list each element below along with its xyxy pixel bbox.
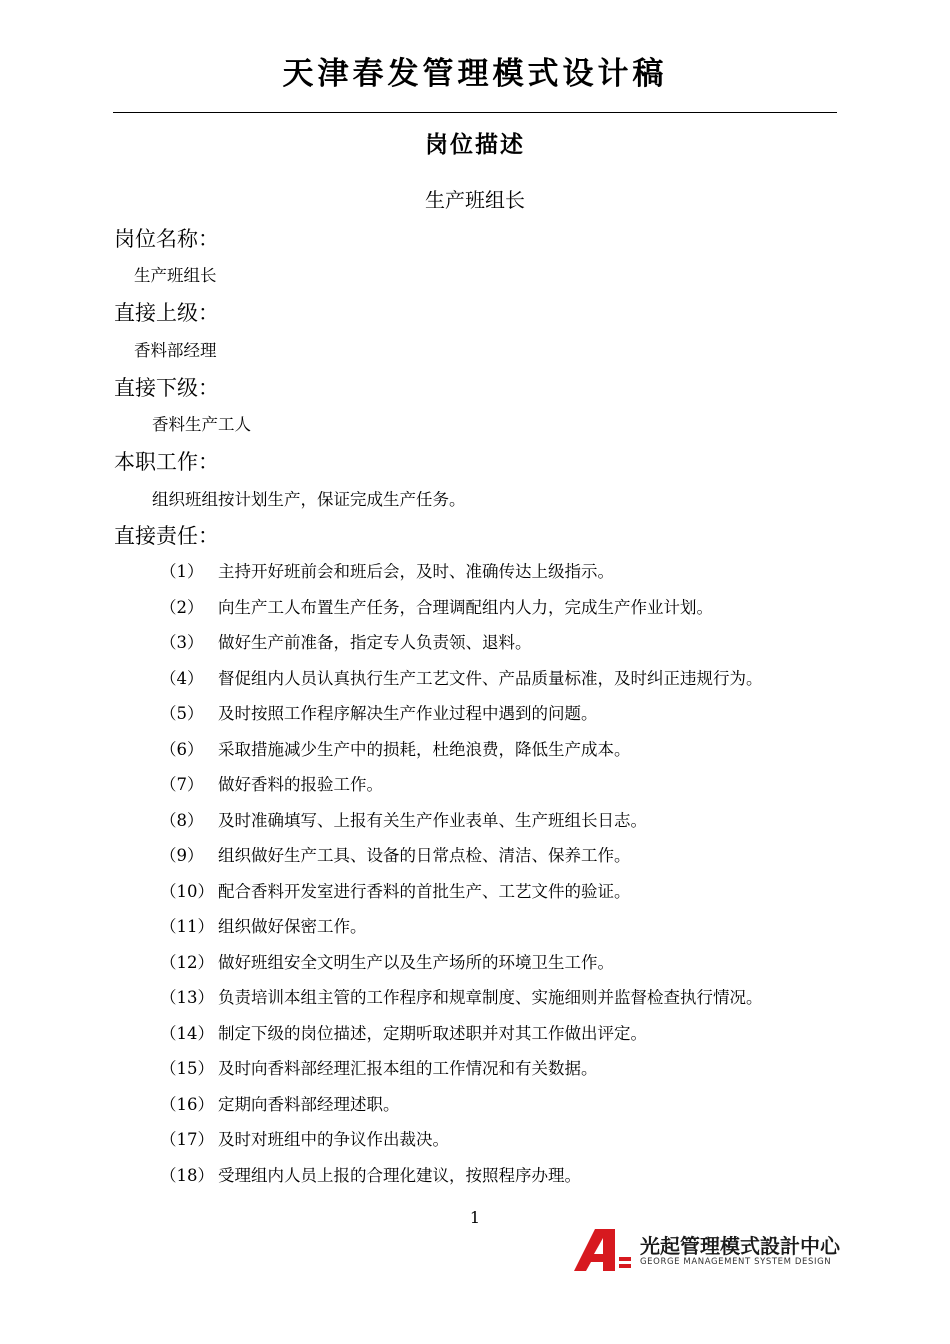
superior-value: 香料部经理 [134,341,217,360]
responsibility-number: （3） [160,633,204,652]
responsibility-text: 组织做好生产工具、设备的日常点检、清洁、保养工作。 [218,846,631,865]
responsibility-number: （17） [160,1130,214,1149]
responsibility-item [160,807,860,843]
responsibility-text: 做好香料的报验工作。 [218,775,383,794]
responsibility-number: （14） [160,1023,214,1043]
responsibility-item [160,842,860,878]
main-duty-value: 组织班组按计划生产，保证完成生产任务。 [152,490,466,509]
responsibility-item [160,665,860,701]
responsibility-number: （4） [160,668,204,688]
logo-a-mark-icon [574,1229,632,1271]
responsibility-text: 采取措施减少生产中的损耗，杜绝浪费，降低生产成本。 [218,739,631,759]
position-title: 生产班组长 [425,188,525,212]
responsibility-number: （18） [160,1165,214,1185]
position-name-value: 生产班组长 [134,266,217,285]
responsibility-text: 组织做好保密工作。 [218,917,367,936]
responsibility-text: 制定下级的岗位描述，定期听取述职并对其工作做出评定。 [218,1023,647,1043]
section-heading-main-duty: 本职工作： [114,450,219,474]
responsibility-number: （1） [160,562,204,581]
responsibility-text: 配合香料开发室进行香料的首批生产、工艺文件的验证。 [218,881,631,901]
section-heading-position-name: 岗位名称： [114,227,219,251]
responsibility-number: （13） [160,988,214,1007]
responsibility-item [160,700,860,736]
responsibility-item [160,771,860,807]
logo-subtitle: GEORGE MANAGEMENT SYSTEM DESIGN [640,1257,832,1267]
responsibility-item [160,594,860,630]
logo-name: 光起管理模式設計中心 [640,1234,840,1258]
responsibility-item [160,949,860,985]
document-type-title: 岗位描述 [425,132,525,158]
responsibility-number: （8） [160,810,204,830]
responsibility-number: （7） [160,775,204,794]
responsibility-number: （10） [160,881,214,901]
responsibility-item [160,629,860,665]
responsibility-item [160,558,860,594]
section-heading-subordinate: 直接下级： [114,376,219,400]
responsibility-item [160,1091,860,1127]
responsibility-number: （16） [160,1094,214,1114]
section-heading-responsibilities: 直接责任： [114,524,219,548]
responsibility-item [160,913,860,949]
responsibility-number: （2） [160,597,204,617]
responsibility-list [160,558,860,1197]
company-logo [574,1229,844,1271]
responsibility-number: （15） [160,1059,214,1078]
responsibility-item [160,1126,860,1162]
responsibility-number: （5） [160,704,204,723]
responsibility-text: 督促组内人员认真执行生产工艺文件、产品质量标准，及时纠正违规行为。 [218,668,763,688]
responsibility-item [160,736,860,772]
responsibility-text: 主持开好班前会和班后会，及时、准确传达上级指示。 [218,562,614,581]
responsibility-item [160,984,860,1020]
responsibility-text: 及时对班组中的争议作出裁决。 [218,1130,449,1149]
section-heading-superior: 直接上级： [114,301,219,325]
responsibility-text: 及时准确填写、上报有关生产作业表单、生产班组长日志。 [218,810,647,830]
responsibility-item [160,1055,860,1091]
responsibility-text: 及时按照工作程序解决生产作业过程中遇到的问题。 [218,704,598,723]
responsibility-number: （11） [160,917,214,936]
company-title: 天津春发管理模式设计稿 [282,56,668,92]
responsibility-text: 受理组内人员上报的合理化建议，按照程序办理。 [218,1165,581,1185]
header-divider [113,112,837,113]
responsibility-item [160,1020,860,1056]
responsibility-text: 及时向香料部经理汇报本组的工作情况和有关数据。 [218,1059,598,1078]
responsibility-text: 负责培训本组主管的工作程序和规章制度、实施细则并监督检查执行情况。 [218,988,763,1007]
responsibility-text: 做好生产前准备，指定专人负责领、退料。 [218,633,532,652]
responsibility-item [160,878,860,914]
responsibility-text: 向生产工人布置生产任务，合理调配组内人力，完成生产作业计划。 [218,597,713,617]
responsibility-number: （6） [160,739,204,759]
responsibility-text: 定期向香料部经理述职。 [218,1094,400,1114]
page-number: 1 [469,1208,481,1227]
responsibility-item [160,1162,860,1198]
responsibility-number: （12） [160,952,214,972]
subordinate-value: 香料生产工人 [152,415,251,434]
responsibility-number: （9） [160,846,204,865]
responsibility-text: 做好班组安全文明生产以及生产场所的环境卫生工作。 [218,952,614,972]
